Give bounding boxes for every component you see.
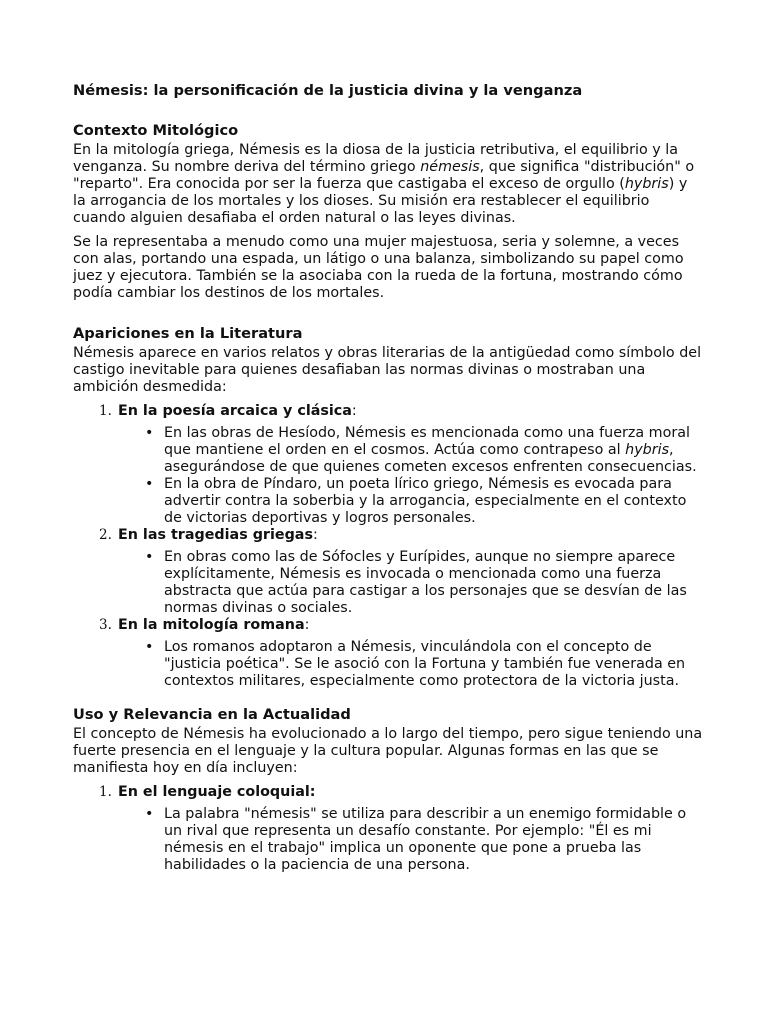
bullet-icon: • xyxy=(145,639,154,655)
list-number: 3. xyxy=(99,617,112,633)
bullet-list xyxy=(118,549,703,617)
italic-term: hybris xyxy=(625,442,670,458)
section-uso-relevancia xyxy=(73,705,703,874)
paragraph: Némesis aparece en varios relatos y obras literarias de la antigüedad como símbolo del castigo inevitable para quienes desafiaban las normas divinas o mostraban una ambición desmedida: xyxy=(73,345,702,395)
list-item-title: En la poesía arcaica y clásica xyxy=(118,403,352,419)
bullet-icon: • xyxy=(145,476,154,492)
paragraph xyxy=(73,142,703,227)
bullet-icon: • xyxy=(145,549,154,565)
bullet-list xyxy=(118,806,703,874)
bullet-icon: • xyxy=(145,425,154,441)
section-heading: Contexto Mitológico xyxy=(73,122,239,139)
paragraph: El concepto de Némesis ha evolucionado a lo largo del tiempo, pero sigue teniendo una fuerte presencia en el lenguaje y la cultura popular. Algunas formas en las que se manifiesta hoy en día incluyen: xyxy=(73,726,703,776)
bullet-text: Los romanos adoptaron a Némesis, vinculándola con el concepto de "justicia poética". Se le asoció con la Fortuna y también fue venerada en contextos militares, especialmente como protectora de la victoria justa. xyxy=(164,639,686,689)
bullet-item xyxy=(73,549,703,617)
bullet-item xyxy=(73,806,703,874)
bullet-item xyxy=(73,639,703,690)
list-item-title: En el lenguaje coloquial: xyxy=(118,784,316,800)
bullet-text xyxy=(164,425,703,476)
list-item xyxy=(73,784,703,874)
paragraph: Se la representaba a menudo como una mujer majestuosa, seria y solemne, a veces con alas, portando una espada, un látigo o una balanza, simbolizando su papel como juez y ejecutora. También se la asociaba con la rueda de la fortuna, mostrando cómo podía cambiar los destinos de los mortales. xyxy=(73,234,684,301)
numbered-list xyxy=(73,403,703,690)
list-item-title: En las tragedias griegas xyxy=(118,527,313,543)
list-item-title: En la mitología romana xyxy=(118,617,305,633)
paragraph-text: , que significa "distribución" o "reparto". Era conocida por ser la fuerza que castigaba el exceso de orgullo ( xyxy=(73,159,695,192)
bullet-text: La palabra "némesis" se utiliza para describir a un enemigo formidable o un rival que representa un desafío constante. Por ejemplo: "Él es mi némesis en el trabajo" implica un oponente que pone a prueba las habilidades o la paciencia de una persona. xyxy=(164,806,687,873)
section-contexto-mitologico xyxy=(73,121,703,302)
bullet-item xyxy=(73,425,703,476)
list-number: 1. xyxy=(99,403,112,419)
document-title: Némesis: la personificación de la justicia divina y la venganza xyxy=(73,82,583,99)
document-page xyxy=(73,82,703,874)
bullet-text-part: , asegurándose de que quienes cometen excesos enfrenten consecuencias. xyxy=(164,442,697,475)
italic-term: hybris xyxy=(624,176,669,192)
bullet-icon: • xyxy=(145,806,154,822)
list-item-suffix: : xyxy=(312,527,318,543)
bullet-list xyxy=(118,425,703,527)
numbered-list xyxy=(73,784,703,874)
list-item-heading xyxy=(118,527,703,544)
bullet-list xyxy=(118,639,703,690)
paragraph-text: ) y la arrogancia de los mortales y los dioses. Su misión era restablecer el equilibrio cuando alguien desafiaba el orden natural o las leyes divinas. xyxy=(73,176,688,226)
list-item-heading xyxy=(118,784,703,801)
list-item xyxy=(73,403,703,527)
section-heading: Apariciones en la Literatura xyxy=(73,325,303,342)
list-item xyxy=(73,617,703,690)
list-item-heading xyxy=(118,617,703,634)
bullet-text: En obras como las de Sófocles y Eurípides, aunque no siempre aparece explícitamente, Némesis es invocada o mencionada como una fuerza abstracta que actúa para castigar a los personajes que se desvían de las normas divinas o sociales. xyxy=(164,549,687,616)
section-apariciones-literatura xyxy=(73,324,703,690)
paragraph-text: En la mitología griega, Némesis es la diosa de la justicia retributiva, el equilibrio y la venganza. Su nombre deriva del término griego xyxy=(73,142,678,175)
bullet-text-part: En las obras de Hesíodo, Némesis es mencionada como una fuerza moral que mantiene el orden en el cosmos. Actúa como contrapeso al xyxy=(164,425,690,458)
list-item-suffix: : xyxy=(351,403,357,419)
italic-term: némesis xyxy=(420,159,480,175)
bullet-item xyxy=(73,476,703,527)
bullet-text: En la obra de Píndaro, un poeta lírico griego, Némesis es evocada para advertir contra la soberbia y la arrogancia, especialmente en el contexto de victorias deportivas y logros personales. xyxy=(164,476,687,526)
section-heading: Uso y Relevancia en la Actualidad xyxy=(73,706,351,723)
list-item-heading xyxy=(118,403,703,420)
list-number: 1. xyxy=(99,784,112,800)
list-item-suffix: : xyxy=(304,617,310,633)
list-item xyxy=(73,527,703,617)
list-number: 2. xyxy=(99,527,112,543)
